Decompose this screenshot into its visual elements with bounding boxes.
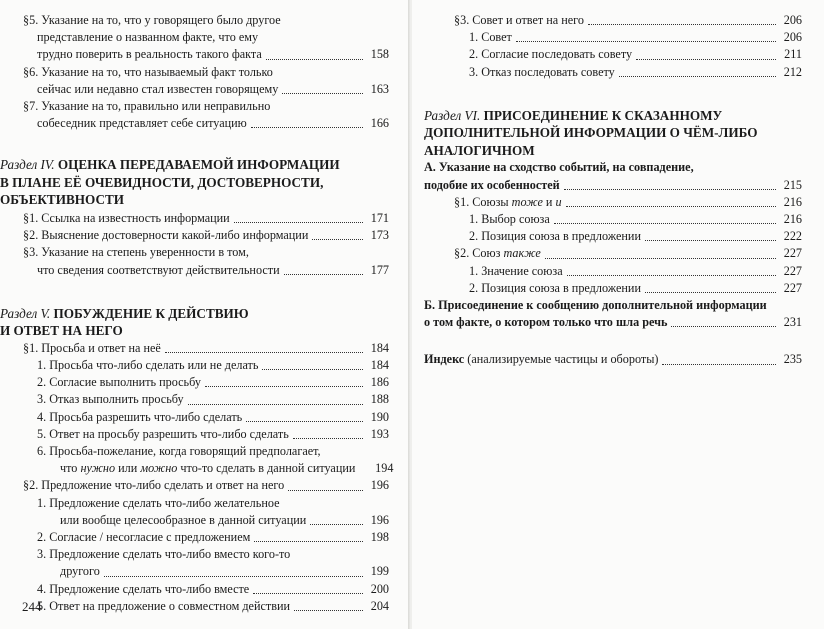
page-ref: 171 [370, 210, 389, 225]
toc-text: 2. Согласие последовать совету [469, 47, 633, 62]
toc-text: 1. Просьба что-либо сделать или не делать [37, 357, 259, 372]
toc-entry-5-2-3-line1: 3. Предложение сделать что-либо вместо кого-то [37, 547, 291, 562]
leader-dots [266, 59, 363, 60]
leader-dots [294, 610, 363, 611]
section-4-heading [0, 156, 389, 209]
toc-entry-5-1-3 [23, 391, 389, 408]
toc-text: §2. Выяснение достоверности какой-либо информации [23, 228, 309, 243]
toc-text: 1. Значение союза [469, 263, 563, 278]
page-ref: 166 [370, 116, 389, 131]
toc-text-italic: и [555, 194, 562, 209]
toc-text [454, 194, 562, 211]
toc-entry-5-2-1-line1: 1. Предложение сделать что-либо желательное [37, 495, 280, 510]
toc-entry-5-2-5 [23, 598, 389, 615]
leader-dots [288, 490, 363, 491]
toc-text-part: §1. Союзы [454, 194, 512, 209]
toc-entry-4-3-line2 [23, 262, 389, 279]
toc-entry-4-3-line1: §3. Указание на степень уверенности в том, [23, 245, 249, 260]
leader-dots [293, 438, 363, 439]
toc-left [0, 12, 394, 615]
toc-entry-5-2-4 [23, 581, 389, 598]
toc-entry-5-2-1-line2 [23, 512, 389, 529]
toc-text [454, 245, 541, 262]
section-6-heading [424, 107, 802, 160]
toc-text: другого [60, 564, 100, 579]
leader-dots [312, 239, 363, 240]
toc-text [424, 351, 658, 368]
section-5-heading [0, 305, 389, 340]
section-title-line1: ОЦЕНКА ПЕРЕДАВАЕМОЙ ИНФОРМАЦИИ [57, 157, 340, 173]
toc-text: 5. Ответ на просьбу разрешить что-либо сделать [37, 426, 289, 441]
page-ref: 212 [783, 64, 802, 79]
page-ref: 215 [783, 177, 802, 192]
leader-dots [253, 593, 363, 594]
leader-dots [254, 541, 363, 542]
page-ref: 235 [783, 352, 802, 367]
toc-text: о том факте, о котором только что шла речь [424, 315, 668, 330]
leader-dots [205, 386, 363, 387]
toc-text: 2. Согласие выполнить просьбу [37, 375, 201, 390]
toc-text: §3. Совет и ответ на него [454, 13, 584, 27]
toc-text: 5. Ответ на предложение о совместном действии [37, 598, 291, 613]
toc-right [424, 12, 802, 369]
toc-entry-index [424, 351, 802, 368]
toc-text: §1. Просьба и ответ на неё [23, 340, 161, 355]
toc-text-part: что-то сделать в данной ситуации [177, 461, 356, 476]
toc-text: 1. Выбор союза [469, 211, 550, 226]
section-title-line2: В ПЛАНЕ ЕЁ ОЧЕВИДНОСТИ, ДОСТОВЕРНОСТИ, [0, 174, 324, 190]
leader-dots [246, 421, 363, 422]
toc-entry-5-3-2 [424, 46, 802, 63]
page-ref: 194 [375, 461, 394, 476]
page-ref: 231 [783, 315, 802, 330]
right-page [412, 0, 824, 629]
toc-text: сейчас или недавно стал известен говорящему [37, 81, 279, 96]
leader-dots [310, 524, 363, 525]
toc-text-part: §2. Союз [454, 246, 504, 261]
page-ref: 204 [370, 598, 389, 613]
toc-text: 2. Позиция союза в предложении [469, 280, 641, 295]
leader-dots [588, 24, 776, 25]
toc-entry-5-1-6-line2 [23, 460, 394, 477]
toc-part-a-line1: А. Указание на сходство событий, на совпадение, [424, 160, 694, 175]
section-label: Раздел IV. [0, 157, 55, 173]
toc-entry-a-2 [424, 245, 802, 262]
leader-dots [567, 275, 776, 276]
toc-entry-a-2-1 [424, 263, 802, 280]
toc-text: §1. Ссылка на известность информации [23, 210, 230, 225]
toc-text-italic: нужно [80, 461, 116, 476]
page-ref: 196 [370, 512, 389, 527]
leader-dots [566, 206, 776, 207]
toc-entry-7-line1: §7. Указание на то, правильно или неправильно [23, 99, 271, 114]
toc-text: что сведения соответствуют действительности [37, 262, 280, 277]
toc-text-italic: также [503, 246, 541, 261]
left-page [0, 0, 409, 629]
leader-dots [188, 404, 363, 405]
toc-text [60, 460, 355, 477]
section-label: Раздел VI. [424, 107, 481, 123]
page-ref: 184 [370, 357, 389, 372]
toc-entry-6-line2 [23, 81, 389, 98]
leader-dots [564, 189, 776, 190]
page-ref: 188 [370, 392, 389, 407]
toc-entry-5-1-6-line1: 6. Просьба-пожелание, когда говорящий предполагает, [37, 443, 321, 458]
toc-text-bold: Индекс [424, 352, 465, 367]
toc-text-italic: тоже [511, 194, 543, 209]
toc-text: трудно поверить в реальность такого факта [37, 47, 262, 62]
page-ref: 222 [783, 229, 802, 244]
toc-text: 3. Отказ последовать совету [469, 64, 615, 79]
leader-dots [645, 240, 776, 241]
page-ref: 158 [370, 47, 389, 62]
toc-text-part: что [60, 461, 81, 476]
toc-entry-5-2-2 [23, 529, 389, 546]
leader-dots [662, 364, 776, 365]
toc-entry-5-1 [23, 340, 389, 357]
page-ref: 216 [783, 211, 802, 226]
toc-entry-5-3-1 [424, 29, 802, 46]
page-ref: 211 [784, 47, 802, 62]
page-ref: 227 [783, 263, 802, 278]
toc-text: 4. Просьба разрешить что-либо сделать [37, 409, 243, 424]
toc-text-part: (анализируемые частицы и обороты) [464, 352, 659, 367]
toc-entry-5-1-4 [23, 409, 389, 426]
page-ref: 193 [370, 426, 389, 441]
page-ref: 227 [783, 246, 802, 261]
section-label: Раздел V. [0, 305, 51, 321]
toc-entry-5-line2: представление о названном факте, что ему [37, 30, 259, 45]
leader-dots [282, 93, 363, 94]
toc-entry-a-1-2 [424, 228, 802, 245]
leader-dots [262, 369, 363, 370]
toc-part-a-line2 [424, 177, 802, 194]
leader-dots [516, 41, 776, 42]
toc-text: §2. Предложение что-либо сделать и ответ на него [23, 478, 285, 493]
toc-text: 1. Совет [469, 30, 512, 45]
leader-dots [284, 274, 363, 275]
leader-dots [104, 576, 363, 577]
toc-entry-5-1-1 [23, 357, 389, 374]
toc-entry-5-2 [23, 477, 389, 494]
leader-dots [165, 352, 363, 353]
toc-entry-a-2-2 [424, 280, 802, 297]
toc-entry-5-line1: §5. Указание на то, что у говорящего было другое [23, 13, 281, 27]
leader-dots [645, 292, 776, 293]
toc-entry-5-3-3 [424, 64, 802, 81]
page-ref: 190 [370, 409, 389, 424]
page-ref: 206 [783, 30, 802, 45]
toc-entry-5-2-3-line2 [23, 563, 389, 580]
section-title-line3: ОБЪЕКТИВНОСТИ [0, 192, 125, 208]
page-ref: 206 [783, 13, 802, 27]
leader-dots [554, 223, 776, 224]
toc-entry-5-3 [424, 12, 802, 29]
toc-entry-6-line1: §6. Указание на то, что называемый факт только [23, 64, 273, 79]
page-ref: 184 [370, 340, 389, 355]
page-ref: 177 [370, 262, 389, 277]
section-title-line3: АНАЛОГИЧНОМ [424, 142, 535, 158]
toc-text-part: и [542, 194, 556, 209]
page-number: 244 [22, 599, 42, 614]
toc-entry-4-1 [23, 210, 389, 227]
leader-dots [251, 127, 363, 128]
toc-text: собеседник представляет себе ситуацию [37, 116, 247, 131]
page-ref: 186 [370, 375, 389, 390]
section-title-line1: ПОБУЖДЕНИЕ К ДЕЙСТВИЮ [53, 305, 249, 321]
toc-text: подобие их особенностей [424, 177, 560, 192]
toc-text: 3. Отказ выполнить просьбу [37, 392, 184, 407]
toc-text: 2. Согласие / несогласие с предложением [37, 529, 251, 544]
toc-text-italic: можно [140, 461, 178, 476]
section-title-line1: ПРИСОЕДИНЕНИЕ К СКАЗАННОМУ [483, 107, 723, 123]
toc-entry-7-line2 [23, 115, 389, 132]
toc-text: 4. Предложение сделать что-либо вместе [37, 581, 250, 596]
section-title-line2: И ОТВЕТ НА НЕГО [0, 323, 123, 339]
page-ref: 227 [783, 280, 802, 295]
toc-text: или вообще целесообразное в данной ситуации [60, 512, 307, 527]
toc-entry-5-1-5 [23, 426, 389, 443]
toc-entry-a-1 [424, 194, 802, 211]
leader-dots [234, 222, 363, 223]
page-ref: 196 [370, 478, 389, 493]
section-title-line2: ДОПОЛНИТЕЛЬНОЙ ИНФОРМАЦИИ О ЧЁМ-ЛИБО [424, 125, 758, 141]
leader-dots [545, 258, 776, 259]
toc-entry-5-line3 [23, 46, 389, 63]
leader-dots [671, 326, 776, 327]
leader-dots [636, 59, 776, 60]
toc-part-b-line2 [424, 314, 802, 331]
page-ref: 216 [783, 194, 802, 209]
page-ref: 163 [370, 81, 389, 96]
page-ref: 173 [370, 228, 389, 243]
toc-entry-a-1-1 [424, 211, 802, 228]
page-ref: 199 [370, 564, 389, 579]
toc-text: 2. Позиция союза в предложении [469, 229, 641, 244]
page-ref: 198 [370, 529, 389, 544]
leader-dots [619, 76, 776, 77]
toc-entry-5-1-2 [23, 374, 389, 391]
toc-entry-4-2 [23, 227, 389, 244]
toc-text-part: или [115, 461, 141, 476]
page-ref: 200 [370, 581, 389, 596]
toc-part-b-line1: Б. Присоединение к сообщению дополнительной информации [424, 297, 767, 312]
